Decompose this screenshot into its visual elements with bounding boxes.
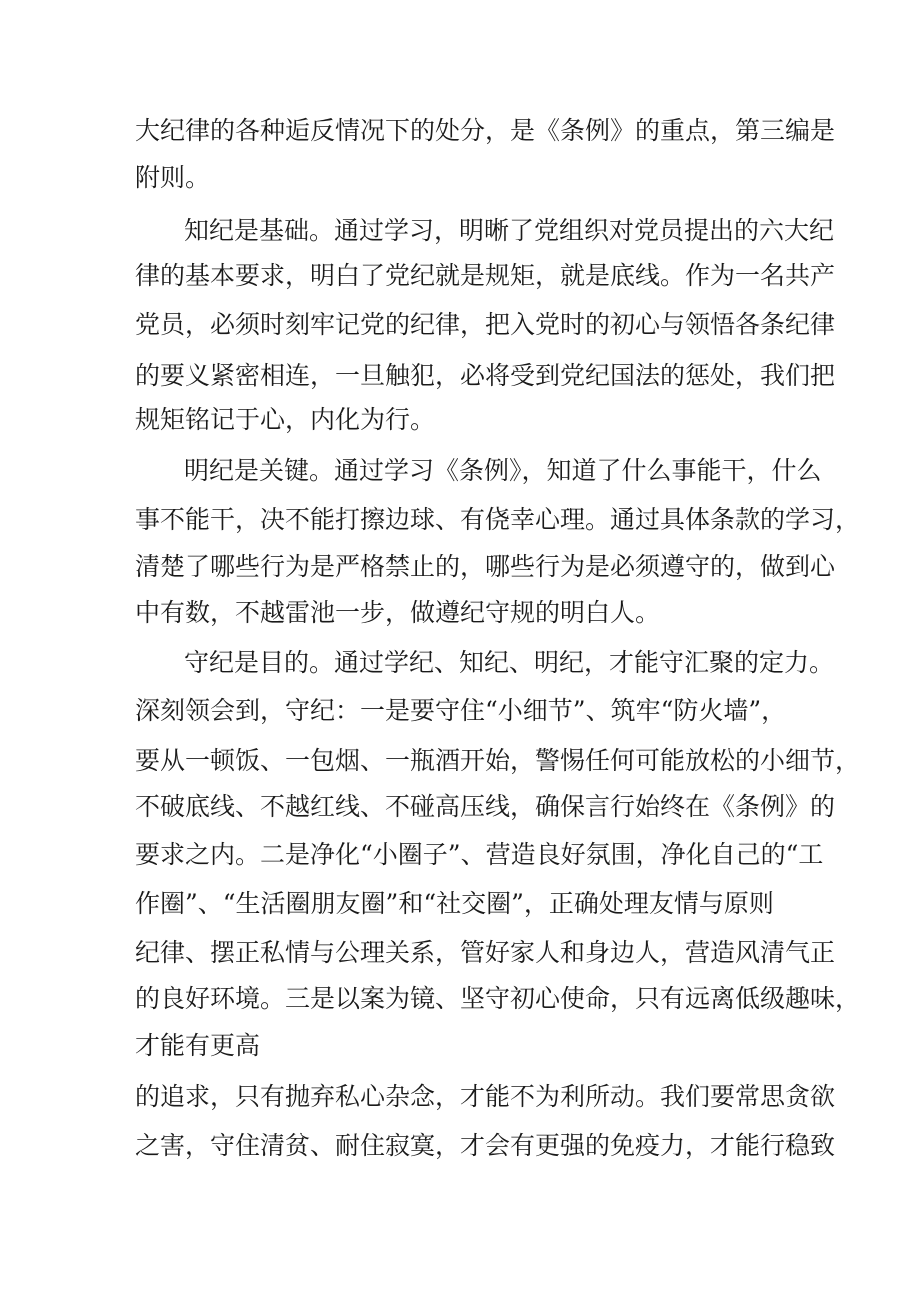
line-text: 知纪是基础。通过学习，明晰了党组织对党员提出的六大纪 (184, 216, 835, 245)
line-text: 深刻领会到，守纪：一是要守住“小细节”、筑牢“防火墙”， (135, 696, 787, 725)
line-text: 纪律、摆正私情与公理关系，管好家人和身边人，营造风清气正 (135, 938, 836, 967)
text-line (0, 1026, 920, 1066)
text-line (0, 787, 920, 827)
line-text: 作圈”、“生活圈朋友圈”和“社交圈”，正确处理友情与原则 (135, 889, 774, 918)
line-text: 之害，守住清贫、耐住寂寞，才会有更强的免疫力，才能行稳致 (135, 1131, 836, 1160)
paragraph-first-line (0, 643, 920, 683)
text-line (0, 305, 920, 345)
text-line (0, 158, 920, 198)
text-line (0, 1077, 920, 1117)
paragraph-first-line (0, 451, 920, 491)
line-text: 明纪是关键。通过学习《条例》，知道了什么事能干，什么 (184, 456, 822, 485)
line-text: 的追求，只有抛弃私心杂念，才能不为利所动。我们要常思贪欲 (135, 1082, 836, 1111)
line-text: 律的基本要求，明白了党纪就是规矩，就是底线。作为一名共产 (135, 261, 836, 290)
line-text: 事不能干，决不能打擦边球、有侥幸心理。通过具体条款的学习， (135, 505, 861, 534)
line-text: 党员，必须时刻牢记党的纪律，把入党时的初心与领悟各条纪律 (135, 310, 836, 339)
line-text: 不破底线、不越红线、不碰高压线，确保言行始终在《条例》的 (135, 792, 836, 821)
text-line (0, 933, 920, 973)
text-line (0, 741, 920, 781)
text-line (0, 835, 920, 875)
line-text: 才能有更高 (135, 1031, 261, 1060)
text-line (0, 1126, 920, 1166)
text-line (0, 111, 920, 151)
text-line (0, 979, 920, 1019)
line-text: 的要义紧密相连，一旦触犯，必将受到党纪国法的惩处，我们把 (135, 361, 836, 390)
line-text: 要从一顿饭、一包烟、一瓶酒开始，警惕任何可能放松的小细节， (135, 746, 861, 775)
text-line (0, 500, 920, 540)
line-text: 附则。 (135, 163, 211, 192)
text-line (0, 256, 920, 296)
line-text: 守纪是目的。通过学纪、知纪、明纪，才能守汇聚的定力。 (184, 648, 835, 677)
text-line (0, 884, 920, 924)
text-line (0, 356, 920, 396)
paragraph-first-line (0, 211, 920, 251)
line-text: 清楚了哪些行为是严格禁止的，哪些行为是必须遵守的，做到心 (135, 552, 836, 581)
line-text: 中有数，不越雷池一步，做遵纪守规的明白人。 (135, 598, 661, 627)
text-line (0, 400, 920, 440)
text-line (0, 547, 920, 587)
text-line (0, 593, 920, 633)
line-text: 规矩铭记于心，内化为行。 (135, 405, 436, 434)
line-text: 要求之内。二是净化“小圈子”、营造良好氛围，净化自己的“工 (135, 840, 824, 869)
text-line (0, 691, 920, 731)
line-text: 的良好环境。三是以案为镜、坚守初心使命，只有远离低级趣味， (135, 984, 861, 1013)
line-text: 大纪律的各种逅反情况下的处分，是《条例》的重点，第三编是 (135, 116, 836, 145)
